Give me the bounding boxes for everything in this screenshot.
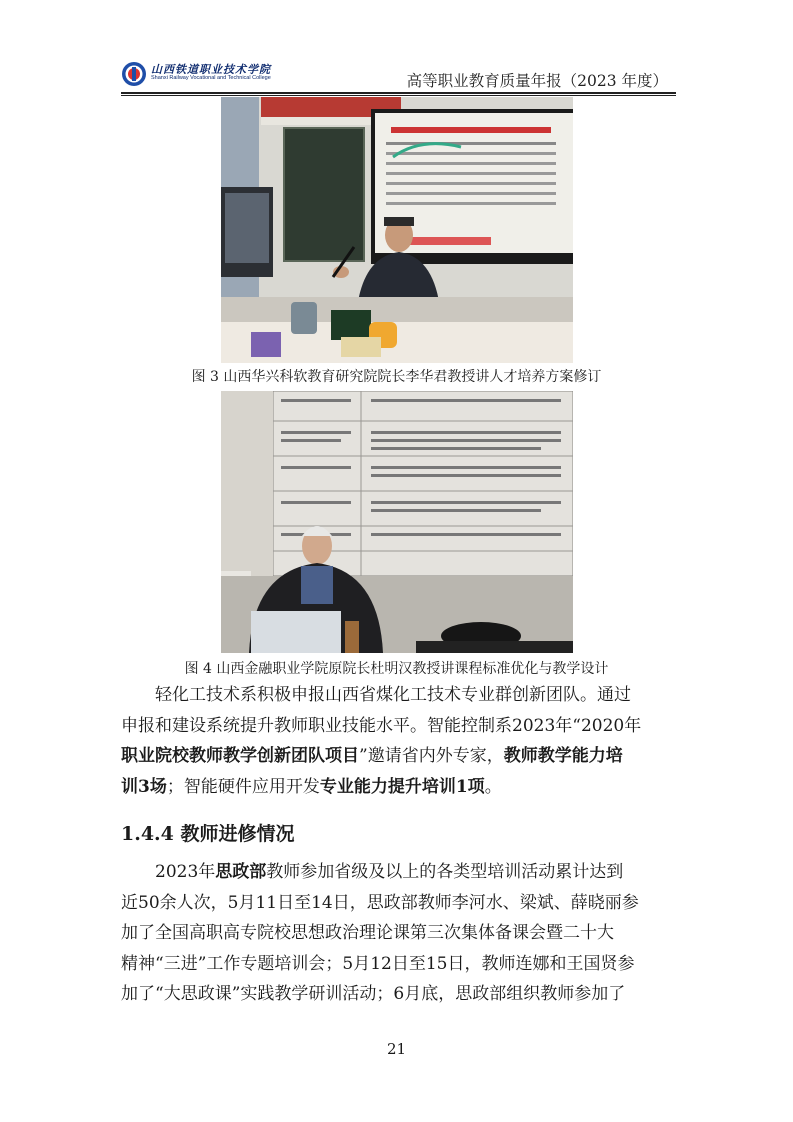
bold-text-run: 专业能力提升培训1项: [319, 776, 485, 797]
section-heading: 1.4.4 教师进修情况: [121, 823, 295, 845]
page-header: [121, 55, 676, 93]
paragraph-teacher-training: [121, 857, 676, 1010]
college-logo-icon: [121, 61, 147, 87]
paragraph-line: [121, 918, 676, 949]
figure-4-caption: 图 4 山西金融职业学院原院长杜明汉教授讲课程标准优化与教学设计: [184, 661, 609, 677]
text-run: 近50余人次，5月11日至14日，思政部教师李河水、梁斌、薛晓丽参: [121, 892, 639, 913]
paragraph-line: [121, 857, 676, 888]
text-run: 轻化工技术系积极申报山西省煤化工技术专业群创新团队。通过: [155, 685, 631, 705]
paragraph-line: [121, 772, 676, 803]
bold-text-run: 训3场: [121, 776, 167, 797]
figure-3-caption: 图 3 山西华兴科软教育研究院院长李华君教授讲人才培养方案修订: [191, 369, 602, 385]
paragraph-line: [121, 949, 676, 980]
bold-text-run: 教师教学能力培: [503, 746, 623, 766]
paragraph-line: [121, 741, 676, 772]
paragraph-line: [121, 979, 676, 1010]
lecture-photo-illustration: [221, 97, 573, 363]
report-title: 高等职业教育质量年报（2023 年度）: [406, 72, 668, 90]
college-name-cn: 山西铁道职业技术学院: [151, 63, 271, 76]
paragraph-line: [121, 888, 676, 919]
header-divider: [121, 92, 676, 94]
bold-text-run: 职业院校教师教学创新团队项目: [121, 746, 359, 766]
text-run: ；智能硬件应用开发: [166, 776, 320, 797]
text-run: 申报和建设系统提升教师职业技能水平。智能控制系2023年“2020年: [121, 715, 642, 736]
college-name-en: Shanxi Railway Vocational and Technical College: [151, 75, 271, 81]
page-number: 21: [386, 1040, 407, 1058]
text-run: 加了“大思政课”实践教学研训活动；6月底，思政部组织教师参加了: [121, 984, 626, 1004]
paragraph-line: [121, 680, 676, 711]
header-divider-thin: [121, 95, 676, 96]
paragraph-line: [121, 711, 676, 742]
text-run: 2023年: [155, 862, 216, 882]
text-run: ”邀请省内外专家，: [359, 746, 504, 766]
text-run: 精神“三进”工作专题培训会；5月12日至15日，教师连娜和王国贤参: [121, 953, 635, 974]
text-run: 。: [484, 776, 502, 797]
lecture-photo-illustration-2: [221, 391, 573, 653]
bold-text-run: 思政部: [215, 862, 267, 882]
figure-4-photo: [221, 391, 573, 653]
text-run: 加了全国高职高专院校思想政治理论课第三次集体备课会暨二十大: [121, 923, 614, 943]
figure-3-photo: [221, 97, 573, 363]
paragraph-team-development: [121, 680, 676, 802]
text-run: 教师参加省级及以上的各类型培训活动累计达到: [266, 862, 624, 882]
